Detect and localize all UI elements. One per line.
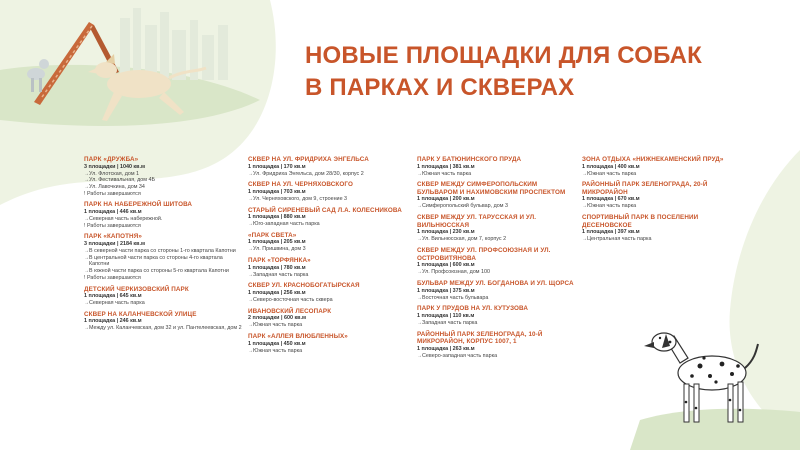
park-name: ДЕТСКИЙ ЧЕРКИЗОВСКИЙ ПАРК xyxy=(84,285,189,293)
park-name: ПАРК НА НАБЕРЕЖНОЙ ШИТОВА xyxy=(84,201,193,209)
park-name: ПАРК У БАТЮНИНСКОГО ПРУДА xyxy=(417,156,522,163)
park-name: СКВЕР УЛ. КРАСНОБОГАТЫРСКАЯ xyxy=(248,282,360,290)
park-location: → Восточная часть бульвара xyxy=(417,295,577,302)
park-entry xyxy=(417,214,577,243)
park-area: 1 площадка | 200 кв.м xyxy=(417,196,475,203)
park-area: 1 площадка | 600 кв.м xyxy=(417,262,475,269)
park-entry xyxy=(84,233,244,281)
park-location: → Ул. Профсоюзная, дом 100 xyxy=(417,269,577,276)
park-entry xyxy=(582,214,742,243)
park-location: → Между ул. Каланчевская, дом 32 и ул. Пантелеевская, дом 2 xyxy=(84,325,244,332)
park-area: 1 площадка | 246 кв.м xyxy=(84,318,142,325)
park-name: СКВЕР НА УЛ. ЧЕРНЯХОВСКОГО xyxy=(248,181,353,189)
park-location: → Ул. Пришвина, дом 3 xyxy=(248,246,408,253)
park-name: СКВЕР МЕЖДУ СИМФЕРОПОЛЬСКИМ БУЛЬВАРОМ И НАХИМОВСКИМ ПРОСПЕКТОМ xyxy=(417,181,566,196)
park-entry xyxy=(417,305,577,326)
park-location: → В южной части парка со стороны 5-го квартала Капотни xyxy=(84,268,244,275)
dog-agility-illustration xyxy=(14,12,214,132)
park-area: 1 площадка | 381 кв.м xyxy=(417,163,475,170)
park-location: → Западная часть парка xyxy=(248,272,408,279)
park-area: 1 площадка | 780 кв.м xyxy=(248,264,306,271)
park-name: ПАРК «АЛЛЕЯ ВЛЮБЛЕННЫХ» xyxy=(248,333,348,341)
park-location: → Северо-западная часть парка xyxy=(417,353,577,360)
park-area: 1 площадка | 703 кв.м xyxy=(248,188,306,195)
park-name: ЗОНА ОТДЫХА «НИЖНЕКАМЕНСКИЙ ПРУД» xyxy=(582,156,724,163)
park-location: → Ул. Лавочкина, дом 34 xyxy=(84,184,244,191)
park-location: → Северо-восточная часть сквера xyxy=(248,297,408,304)
park-area: 1 площадка | 110 кв.м xyxy=(417,312,475,319)
park-name: ИВАНОВСКИЙ ЛЕСОПАРК xyxy=(248,307,332,315)
park-column-3 xyxy=(417,156,577,363)
park-entry xyxy=(582,181,742,210)
park-location: → В центральной части парка со стороны 4-го квартала Капотни xyxy=(84,255,244,268)
park-location: → Южная часть парка xyxy=(248,348,408,355)
park-column-4 xyxy=(582,156,742,247)
park-entry xyxy=(248,156,408,177)
park-location: → Симферопольский бульвар, дом 3 xyxy=(417,203,577,210)
park-name: РАЙОННЫЙ ПАРК ЗЕЛЕНОГРАДА, 10-Й МИКРОРАЙОН, КОРПУС 1007, 1 xyxy=(417,330,543,346)
park-name: ПАРК У ПРУДОВ НА УЛ. КУТУЗОВА xyxy=(417,305,529,313)
park-name: СКВЕР МЕЖДУ УЛ. ТАРУССКАЯ И УЛ. ВИЛЬНЮССКАЯ xyxy=(417,214,537,229)
park-location: → Западная часть парка xyxy=(417,320,577,327)
park-area: 2 площадки | 600 кв.м xyxy=(248,315,306,322)
park-entry xyxy=(84,286,244,307)
park-name: РАЙОННЫЙ ПАРК ЗЕЛЕНОГРАДА, 20-Й МИКРОРАЙОН xyxy=(582,181,708,196)
park-name: СТАРЫЙ СИРЕНЕВЫЙ САД Л.А. КОЛЕСНИКОВА xyxy=(248,206,402,214)
park-area: 1 площадка | 256 кв.м xyxy=(248,290,306,297)
park-entry xyxy=(248,282,408,303)
park-entry xyxy=(417,331,577,360)
park-location: → Ул. Флотская, дом 1 xyxy=(84,171,244,178)
park-area: 1 площадка | 400 кв.м xyxy=(582,163,640,170)
park-entry xyxy=(248,232,408,253)
park-column-2 xyxy=(248,156,408,358)
park-area: 1 площадка | 170 кв.м xyxy=(248,163,306,170)
park-location: → Северная часть парка xyxy=(84,300,244,307)
park-column-1 xyxy=(84,156,244,336)
park-entry xyxy=(248,308,408,329)
park-location: → В северной части парка со стороны 1-го квартала Капотни xyxy=(84,248,244,255)
park-area: 1 площадка | 397 кв.м xyxy=(582,229,640,236)
park-entry xyxy=(84,201,244,229)
park-entry xyxy=(248,207,408,228)
park-area: 1 площадка | 670 кв.м xyxy=(582,196,640,203)
park-entry xyxy=(417,247,577,276)
park-name: СКВЕР МЕЖДУ УЛ. ПРОФСОЮЗНАЯ И УЛ. ОСТРОВИТЯНОВА xyxy=(417,247,551,262)
park-name: ПАРК «КАПОТНЯ» xyxy=(84,233,142,241)
park-location: → Южная часть парка xyxy=(582,171,742,178)
park-status-note: ! Работы завершаются xyxy=(84,274,141,281)
park-entry xyxy=(84,156,244,197)
page-title xyxy=(305,40,785,104)
park-area: 1 площадка | 230 кв.м xyxy=(417,229,475,236)
park-area: 1 площадка | 450 кв.м xyxy=(248,340,306,347)
park-name: ПАРК «ДРУЖБА» xyxy=(84,156,139,163)
park-area: 1 площадка | 263 кв.м xyxy=(417,345,475,352)
park-name: «ПАРК СВЕТА» xyxy=(248,231,297,239)
park-entry xyxy=(417,181,577,210)
title-line-2: В ПАРКАХ И СКВЕРАХ xyxy=(305,74,575,101)
park-entry xyxy=(84,311,244,332)
park-entry xyxy=(248,257,408,278)
park-location: → Ул. Фестивальная, дом 4Б xyxy=(84,177,244,184)
park-location: → Южная часть парка xyxy=(582,203,742,210)
park-area: 1 площадка | 375 кв.м xyxy=(417,287,475,294)
park-status-note: ! Работы завершаются xyxy=(84,222,141,229)
park-location: → Ул. Черняховского, дом 9, строение 3 xyxy=(248,196,408,203)
park-entry xyxy=(248,333,408,354)
park-location: → Ул. Фридриха Энгельса, дом 28/30, корпус 2 xyxy=(248,171,408,178)
park-name: СКВЕР НА УЛ. ФРИДРИХА ЭНГЕЛЬСА xyxy=(248,156,369,163)
park-location: → Южная часть парка xyxy=(417,171,577,178)
park-entry xyxy=(417,156,577,177)
park-area: 3 площадки | 2184 кв.м xyxy=(84,241,145,247)
park-list xyxy=(84,156,784,441)
park-area: 1 площадка | 446 кв.м xyxy=(84,209,142,215)
running-dog-icon xyxy=(88,54,206,121)
park-name: ПАРК «ТОРФЯНКА» xyxy=(248,257,311,265)
park-entry xyxy=(417,280,577,301)
park-location: → Северная часть набережной. xyxy=(84,216,244,223)
park-name: СКВЕР НА КАЛАНЧЕВСКОЙ УЛИЦЕ xyxy=(84,310,197,318)
park-status-note: ! Работы завершаются xyxy=(84,190,141,197)
park-area: 1 площадка | 205 кв.м xyxy=(248,239,306,246)
park-name: СПОРТИВНЫЙ ПАРК В ПОСЕЛЕНИИ ДЕСЕНОВСКОЕ xyxy=(582,214,699,229)
park-name: БУЛЬВАР МЕЖДУ УЛ. БОГДАНОВА И УЛ. ЩОРСА xyxy=(417,279,574,287)
park-area: 3 площадки | 1040 кв.м xyxy=(84,163,145,170)
park-location: → Южная часть парка xyxy=(248,322,408,329)
title-line-1: НОВЫЕ ПЛОЩАДКИ ДЛЯ СОБАК xyxy=(305,42,702,69)
park-entry xyxy=(248,181,408,202)
park-location: → Ул. Вильнюсская, дом 7, корпус 2 xyxy=(417,236,577,243)
park-location: → Центральная часть парка xyxy=(582,236,742,243)
park-area: 1 площадка | 880 кв.м xyxy=(248,214,306,221)
park-location: → Юго-западная часть парка xyxy=(248,221,408,228)
park-entry xyxy=(582,156,742,177)
park-area: 1 площадка | 645 кв.м xyxy=(84,293,142,300)
